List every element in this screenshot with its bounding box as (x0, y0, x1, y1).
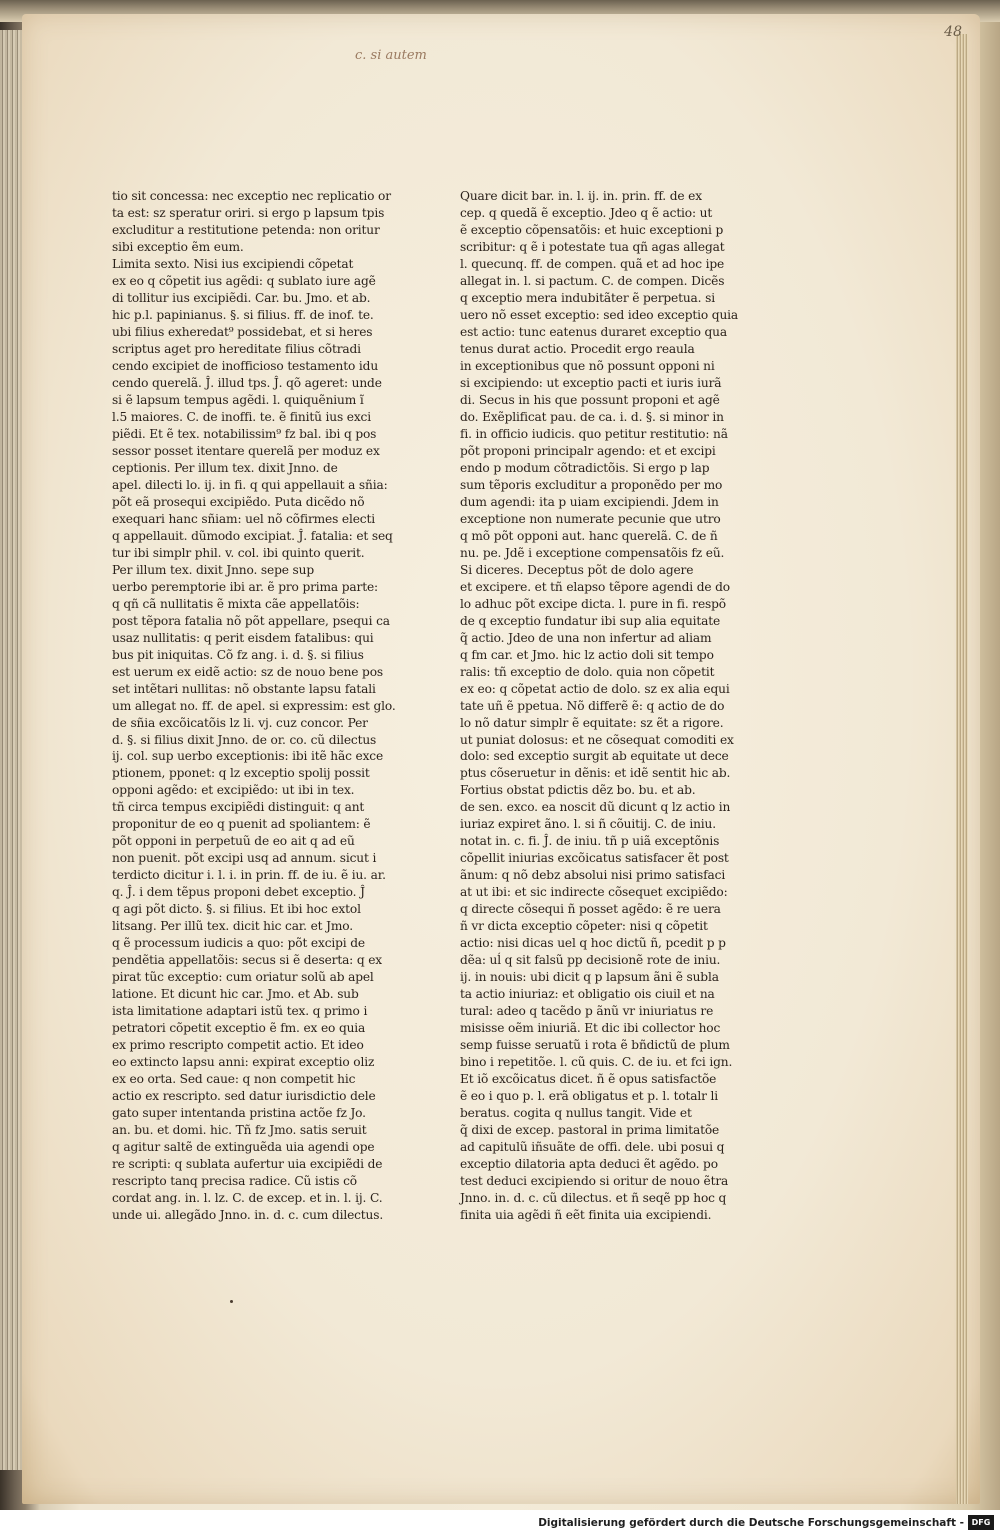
text-line: tural: adeo q tacẽdo p ãnũ vr iniuriatus re (460, 1004, 714, 1019)
text-line: Fortius obstat pdictis dẽz bo. bu. et ab. (460, 783, 696, 798)
text-line: q fm car. et Jmo. hic lz actio doli sit tempo (460, 647, 714, 662)
text-line: q agitur saltẽ de extinguẽda uia agendi ope (112, 1140, 375, 1155)
text-line: ista limitatione adaptari istũ tex. q primo i (112, 1004, 368, 1019)
text-line: sum tẽporis excluditur a proponẽdo per mo (460, 477, 723, 492)
text-line: endo p modum cõtradictõis. Si ergo p lap (460, 460, 710, 475)
text-line: q̃ actio. Jdeo de una non infertur ad aliam (460, 630, 712, 645)
ink-dot (230, 1300, 233, 1303)
text-line: q ẽ processum iudicis a quo: põt excipi de (112, 936, 365, 951)
text-line: ta est: sz speratur oriri. si ergo p lapsum tpis (112, 205, 385, 220)
text-line: tñ circa tempus excipiẽdi distinguit: q ant (112, 800, 365, 815)
text-line: ij. col. sup uerbo exceptionis: ibi itẽ hãc exce (112, 749, 384, 764)
text-line: nu. pe. Jdẽ i exceptione compensatõis fz eũ. (460, 545, 725, 560)
text-line: cordat ang. in. l. lz. C. de excep. et in. l. ij. C. (112, 1191, 383, 1206)
text-line: scriptus aget pro hereditate filius cõtradi (112, 341, 361, 356)
text-line: actio ex rescripto. sed datur iurisdictio dele (112, 1089, 376, 1104)
text-line: opponi agẽdo: et excipiẽdo: ut ibi in tex. (112, 783, 355, 798)
text-line: ñ vr dicta exceptio cõpeter: nisi q cõpetit (460, 919, 708, 934)
text-line: ceptionis. Per illum tex. dixit Jnno. de (112, 460, 338, 475)
text-line: est uerum ex eidẽ actio: sz de nouo bene pos (112, 664, 383, 679)
text-line: et excipere. et tñ elapso tẽpore agendi de do (460, 579, 730, 594)
text-line: ẽ exceptio cõpensatõis: et huic exceptioni p (460, 222, 724, 237)
text-line: di. Secus in his que possunt proponi et agẽ (460, 392, 720, 407)
marginal-note: c. si autem (355, 48, 427, 63)
text-line: tate uñ ẽ ppetua. Nõ differẽ ẽ: q actio de do (460, 698, 725, 713)
text-line: ẽ eo i quo p. l. erã obligatus et p. l. totalr li (460, 1089, 719, 1104)
text-line: uero nõ esset exceptio: sed ideo exceptio quia (460, 307, 739, 322)
text-line: Et iõ excõicatus dicet. ñ ẽ opus satisfactõe (460, 1072, 717, 1087)
text-line: usaz nullitatis: q perit eisdem fatalibus: qui (112, 630, 374, 645)
text-line: unde ui. allegãdo Jnno. in. d. c. cum dilectus. (112, 1208, 384, 1223)
text-line: si ẽ lapsum tempus agẽdi. l. quiquẽnium ĩ (112, 392, 364, 407)
text-line: an. bu. et domi. hic. Tñ fz Jmo. satis seruit (112, 1123, 367, 1138)
text-line: Si diceres. Deceptus põt de dolo agere (460, 562, 694, 577)
text-line: latione. Et dicunt hic car. Jmo. et Ab. sub (112, 987, 359, 1002)
text-line: q exceptio mera indubitãter ẽ perpetua. si (460, 290, 715, 305)
text-line: in exceptionibus que nõ possunt opponi ni (460, 358, 715, 373)
text-line: exceptione non numerate pecunie que utro (460, 511, 721, 526)
text-line: ptus cõseruetur in dẽnis: et idẽ sentit hic ab. (460, 766, 731, 781)
text-line: q directe cõsequi ñ posset agẽdo: ẽ re uera (460, 902, 721, 917)
text-line: test deduci excipiendo si oritur de nouo ẽtra (460, 1174, 729, 1189)
text-line: de sen. exco. ea noscit dũ dicunt q lz actio in (460, 800, 731, 815)
text-line: set intẽtari nullitas: nõ obstante lapsu fatali (112, 681, 376, 696)
text-line: sibi exceptio ẽm eum. (112, 239, 244, 254)
text-line: q appellauit. dũmodo excipiat. Ĵ. fatalia: et seq (112, 528, 393, 543)
text-line: cõpellit iniurias excõicatus satisfacer ẽt post (460, 851, 729, 866)
text-line: tio sit concessa: nec exceptio nec replicatio or (112, 189, 391, 203)
text-line: apel. dilecti lo. ij. in fi. q qui appellauit a sñia: (112, 477, 388, 492)
text-line: ut puniat dolosus: et ne cõsequat comoditi ex (460, 732, 734, 747)
text-line: q. Ĵ. i dem tẽpus proponi debet exceptio. Ĵ (112, 885, 365, 900)
text-line: si excipiendo: ut exceptio pacti et iuris iurã (460, 375, 722, 390)
text-line: um allegat no. ff. de apel. si expressim: est glo. (112, 698, 396, 713)
text-line: de sñia excõicatõis lz li. vj. cuz concor. Per (112, 715, 368, 730)
text-line: do. Exẽplificat pau. de ca. i. d. §. si minor in (460, 409, 724, 424)
text-line: Per illum tex. dixit Jnno. sepe sup (112, 562, 314, 577)
text-line: lo nõ datur simplr ẽ equitate: sz ẽt a rigore. (460, 715, 724, 730)
text-line: non puenit. põt excipi usq ad annum. sicut i (112, 851, 377, 866)
text-line: lo adhuc põt excipe dicta. l. pure in fi. respõ (460, 596, 726, 611)
text-line: gato super intentanda pristina actõe fz Jo. (112, 1106, 366, 1121)
dfg-logo: DFG (968, 1515, 994, 1530)
footer-bar (0, 1510, 1000, 1536)
text-line: actio: nisi dicas uel q hoc dictũ ñ, pcedit p p (460, 936, 726, 951)
text-line: q mõ põt opponi aut. hanc querelã. C. de ñ (460, 528, 718, 543)
text-line: bus pit iniquitas. Cõ fz ang. i. d. §. si filius (112, 647, 364, 662)
text-line: di tollitur ius excipiẽdi. Car. bu. Jmo. et ab. (112, 290, 371, 305)
text-line: allegat in. l. si pactum. C. de compen. Dicẽs (460, 273, 725, 288)
footer-credit: Digitalisierung gefördert durch die Deutsche Forschungsgemeinschaft - (538, 1517, 964, 1529)
text-line: cendo querelã. Ĵ. illud tps. Ĵ. qõ ageret: unde (112, 375, 382, 390)
text-line: rescripto tanq precisa radice. Cũ istis cõ (112, 1174, 357, 1189)
text-line: ta actio iniuriaz: et obligatio ois ciuil et na (460, 987, 715, 1002)
text-line: ex eo q cõpetit ius agẽdi: q sublato iure agẽ (112, 273, 376, 288)
text-line: bino i repetitõe. l. cũ quis. C. de iu. et fci ign. (460, 1055, 733, 1070)
text-line: cep. q quedã ẽ exceptio. Jdeo q ẽ actio: ut (460, 205, 713, 220)
text-line: ex eo: q cõpetat actio de dolo. sz ex alia equi (460, 681, 730, 696)
text-line: semp fuisse seruatũ i rota ẽ bñdictũ de plum (460, 1038, 730, 1053)
text-line: ralis: tñ exceptio de dolo. quia non cõpetit (460, 664, 715, 679)
text-line: iuriaz expiret ãno. l. si ñ cõuitij. C. de iniu. (460, 817, 716, 832)
text-line: ex primo rescripto competit actio. Et ideo (112, 1038, 364, 1053)
text-line: piẽdi. Et ẽ tex. notabilissim⁹ fz bal. ibi q pos (112, 426, 377, 441)
text-column-right (460, 188, 739, 1224)
text-line: põt proponi principalr agendo: et et excipi (460, 443, 716, 458)
text-line: pendẽtia appellatõis: secus si ẽ deserta: q ex (112, 953, 383, 968)
text-line: d. §. si filius dixit Jnno. de or. co. cũ dilectus (112, 732, 377, 747)
text-line: post tẽpora fatalia nõ põt appellare, psequi ca (112, 613, 390, 628)
text-line: excluditur a restitutione petenda: non oritur (112, 222, 380, 237)
text-line: beratus. cogita q nullus tangit. Vide et (460, 1106, 692, 1121)
text-line: l. quecunq. ff. de compen. quã et ad hoc ipe (460, 256, 725, 271)
text-line: ubi filius exheredat⁹ possidebat, et si heres (112, 324, 373, 339)
text-line: re scripti: q sublata aufertur uia excipiẽdi de (112, 1157, 383, 1172)
text-line: tur ibi simplr phil. v. col. ibi quinto querit. (112, 545, 365, 560)
text-line: terdicto dicitur i. l. i. in prin. ff. de iu. ẽ iu. ar. (112, 868, 386, 883)
text-line: dum agendi: ita p uiam excipiendi. Jdem in (460, 494, 719, 509)
text-line: sessor posset itentare querelã per moduz ex (112, 443, 380, 458)
text-line: q agi põt dicto. §. si filius. Et ibi hoc extol (112, 902, 361, 917)
page-edge-right (956, 34, 968, 1504)
text-line: põt eã prosequi excipiẽdo. Puta dicẽdo nõ (112, 494, 365, 509)
text-line: q̃ dixi de excep. pastoral in prima limitatõe (460, 1123, 720, 1138)
text-line: Quare dicit bar. in. l. ij. in. prin. ff. de ex (460, 189, 702, 203)
text-line: ad capitulũ iñsuãte de offi. dele. ubi posui q (460, 1140, 725, 1155)
text-line: eo extincto lapsu anni: expirat exceptio oliz (112, 1055, 375, 1070)
text-line: ptionem, pponet: q lz exceptio spolij possit (112, 766, 370, 781)
text-line: dolo: sed exceptio surgit ab equitate ut dece (460, 749, 729, 764)
text-line: hic p.l. papinianus. §. si filius. ff. de inof. te. (112, 307, 374, 322)
text-line: scribitur: q ẽ i potestate tua qñ agas allegat (460, 239, 725, 254)
text-line: cendo excipiet de inofficioso testamento idu (112, 358, 379, 373)
text-line: litsang. Per illũ tex. dicit hic car. et Jmo. (112, 919, 353, 934)
text-line: pirat tũc exceptio: cum oriatur solũ ab apel (112, 970, 374, 985)
text-line: ãnum: q nõ debz absolui nisi primo satisfaci (460, 868, 726, 883)
text-line: exequari hanc sñiam: uel nõ cõfirmes electi (112, 511, 375, 526)
text-line: misisse oẽm iniuriã. Et dic ibi collector hoc (460, 1021, 721, 1036)
text-line: exceptio dilatoria apta deduci ẽt agẽdo. po (460, 1157, 718, 1172)
text-line: proponitur de eo q puenit ad spoliantem: ẽ (112, 817, 371, 832)
text-line: dẽa: uĺ q sit falsũ pp decisionẽ rote de iniu. (460, 953, 721, 968)
text-line: petratori cõpetit exceptio ẽ fm. ex eo quia (112, 1021, 366, 1036)
text-line: at ut ibi: et sic indirecte cõsequet excipiẽdo: (460, 885, 728, 900)
text-line: ij. in nouis: ubi dicit q p lapsum ãni ẽ subla (460, 970, 719, 985)
text-line: tenus durat actio. Procedit ergo reaula (460, 341, 695, 356)
folio-number: 48 (944, 24, 962, 40)
text-line: põt opponi in perpetuũ de eo ait q ad eũ (112, 834, 355, 849)
text-line: ex eo orta. Sed caue: q non competit hic (112, 1072, 356, 1087)
text-column-left (112, 188, 396, 1224)
text-line: fi. in officio iudicis. quo petitur restitutio: nã (460, 426, 728, 441)
text-line: finita uia agẽdi ñ eẽt finita uia excipiendi. (460, 1208, 712, 1223)
text-line: est actio: tunc eatenus duraret exceptio qua (460, 324, 727, 339)
text-line: l.5 maiores. C. de inoffi. te. ẽ finitũ ius exci (112, 409, 371, 424)
text-line: notat in. c. fi. Ĵ. de iniu. tñ p uiã exceptõnis (460, 834, 720, 849)
text-line: Jnno. in. d. c. cũ dilectus. et ñ seqẽ pp hoc q (460, 1191, 727, 1206)
text-line: Limita sexto. Nisi ius excipiendi cõpetat (112, 256, 354, 271)
text-line: uerbo peremptorie ibi ar. ẽ pro prima parte: (112, 579, 378, 594)
text-line: de q exceptio fundatur ibi sup alia equitate (460, 613, 721, 628)
text-line: q qñ cã nullitatis ẽ mixta cãe appellatõis: (112, 596, 360, 611)
